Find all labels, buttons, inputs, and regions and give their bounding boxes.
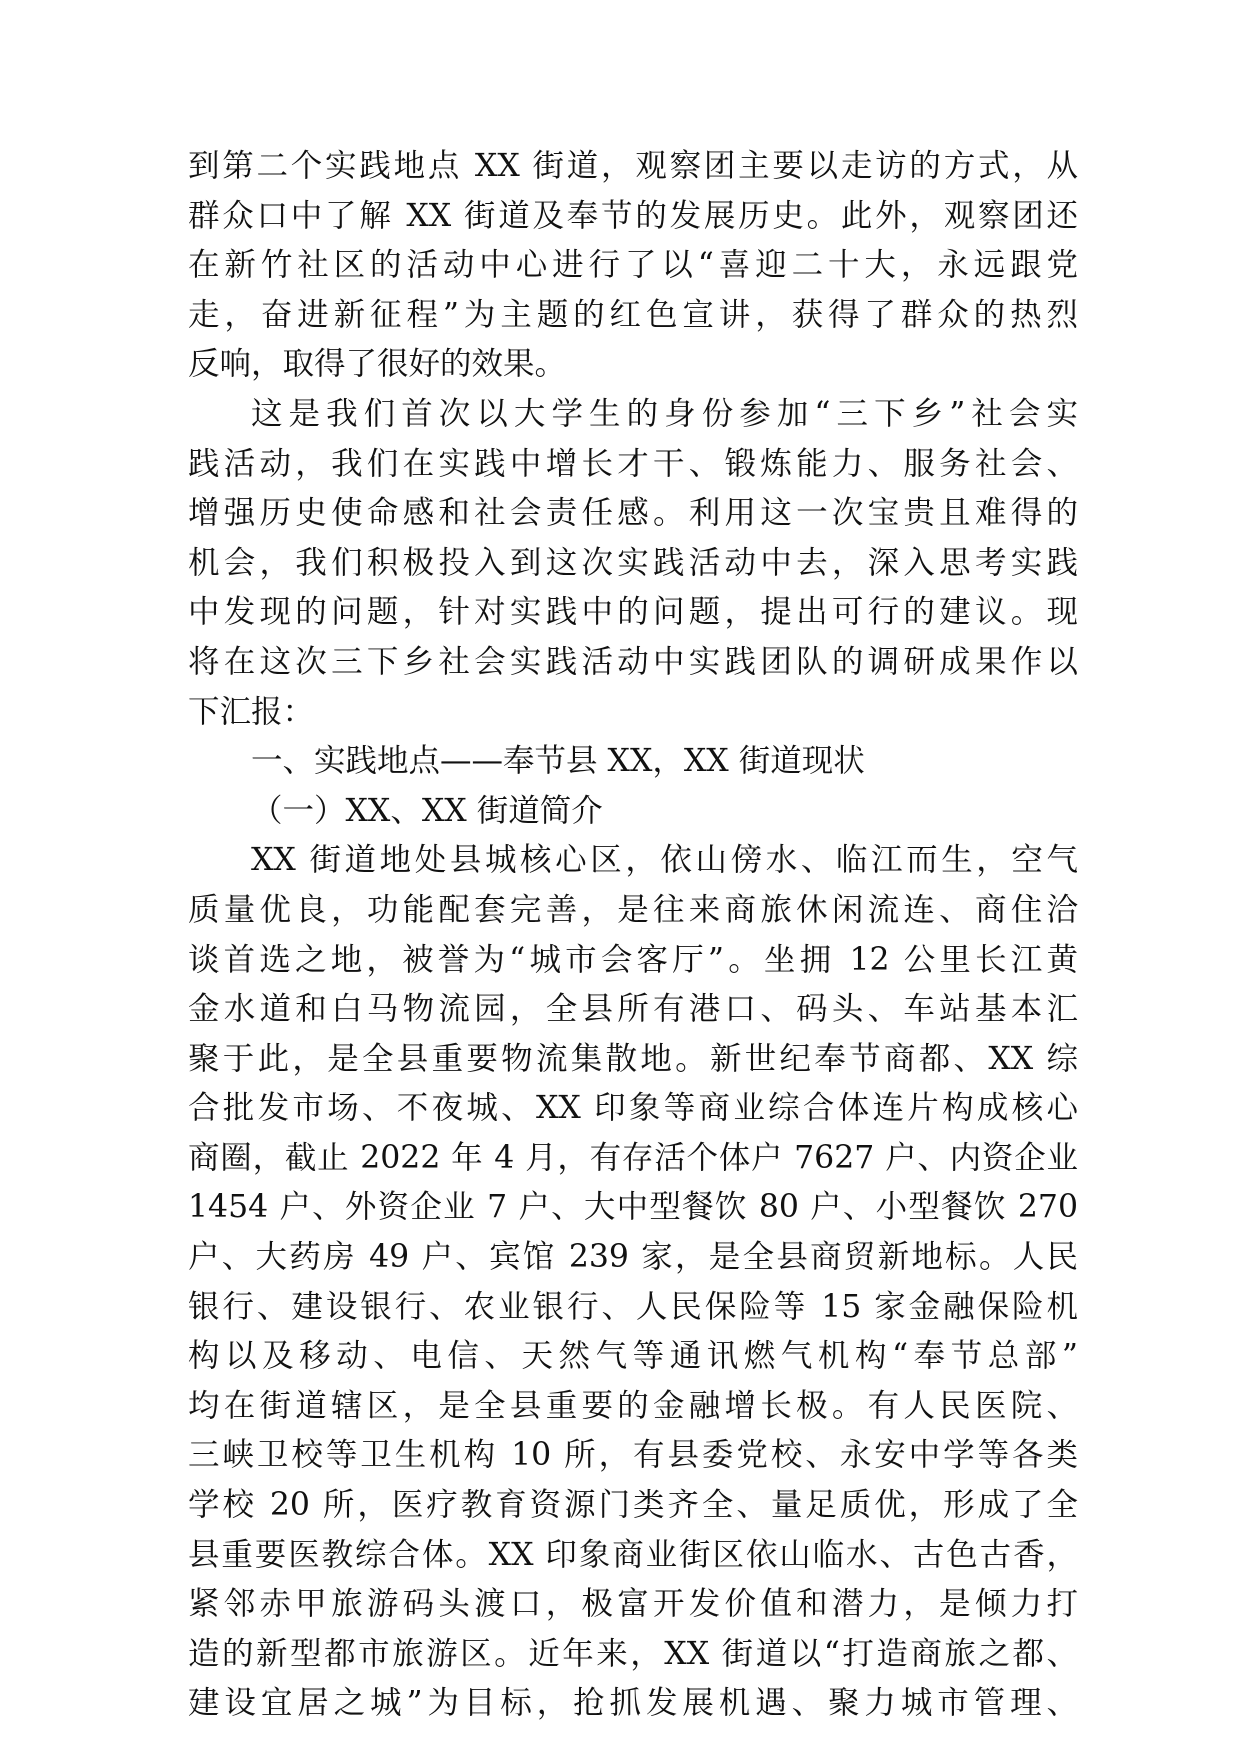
text-line: 商圈，截止 2022 年 4 月，有存活个体户 7627 户、内资企业 xyxy=(188,1139,1078,1176)
text-line: 走，奋进新征程”为主题的红色宣讲，获得了群众的热烈 xyxy=(188,296,1078,333)
text-line: 中发现的问题，针对实践中的问题，提出可行的建议。现 xyxy=(188,594,1078,631)
section-heading xyxy=(188,737,1078,787)
text-line: 学校 20 所，医疗教育资源门类齐全、量足质优，形成了全 xyxy=(188,1487,1078,1524)
text-line: 建设宜居之城”为目标，抢抓发展机遇、聚力城市管理、 xyxy=(188,1685,1078,1722)
text-line: 谈首选之地，被誉为“城市会客厅”。坐拥 12 公里长江黄 xyxy=(188,941,1078,978)
text-line: XX 街道地处县城核心区，依山傍水、临江而生，空气 xyxy=(251,842,1078,879)
text-line: 质量优良，功能配套完善，是往来商旅休闲流连、商住洽 xyxy=(188,891,1078,928)
text-line: 均在街道辖区，是全县重要的金融增长极。有人民医院、 xyxy=(188,1387,1078,1424)
text-line: 践活动，我们在实践中增长才干、锻炼能力、服务社会、 xyxy=(188,445,1078,482)
text-line: 合批发市场、不夜城、XX 印象等商业综合体连片构成核心 xyxy=(188,1090,1078,1127)
text-line: 到第二个实践地点 XX 街道，观察团主要以走访的方式，从 xyxy=(188,148,1078,184)
text-line: 银行、建设银行、农业银行、人民保险等 15 家金融保险机 xyxy=(188,1288,1078,1325)
paragraph-continuation xyxy=(188,142,1078,390)
text-line: 反响，取得了很好的效果。 xyxy=(188,346,567,383)
text-line: 下汇报： xyxy=(188,693,315,730)
section-heading-text: 一、实践地点——奉节县 XX，XX 街道现状 xyxy=(251,743,865,780)
text-line: 1454 户、外资企业 7 户、大中型餐饮 80 户、小型餐饮 270 xyxy=(188,1189,1078,1226)
text-line: 金水道和白马物流园，全县所有港口、码头、车站基本汇 xyxy=(188,991,1078,1028)
text-line: 县重要医教综合体。XX 印象商业街区依山临水、古色古香， xyxy=(188,1536,1078,1573)
text-line: 这是我们首次以大学生的身份参加“三下乡”社会实 xyxy=(251,395,1078,432)
subsection-heading-text: （一）XX、XX 街道简介 xyxy=(251,792,603,829)
text-line: 三峡卫校等卫生机构 10 所，有县委党校、永安中学等各类 xyxy=(188,1437,1078,1474)
paragraph-street-intro xyxy=(188,836,1078,1729)
paragraph-intro xyxy=(188,390,1078,737)
text-line: 紧邻赤甲旅游码头渡口，极富开发价值和潜力，是倾力打 xyxy=(188,1586,1078,1623)
text-line: 构以及移动、电信、天然气等通讯燃气机构“奉节总部” xyxy=(188,1338,1078,1375)
text-line: 机会，我们积极投入到这次实践活动中去，深入思考实践 xyxy=(188,544,1078,581)
document-page xyxy=(188,142,1078,1729)
text-line: 造的新型都市旅游区。近年来，XX 街道以“打造商旅之都、 xyxy=(188,1635,1078,1672)
text-line: 群众口中了解 XX 街道及奉节的发展历史。此外，观察团还 xyxy=(188,197,1078,234)
text-line: 户、大药房 49 户、宾馆 239 家，是全县商贸新地标。人民 xyxy=(188,1239,1078,1276)
text-line: 在新竹社区的活动中心进行了以“喜迎二十大，永远跟党 xyxy=(188,247,1078,284)
text-line: 将在这次三下乡社会实践活动中实践团队的调研成果作以 xyxy=(188,643,1078,680)
text-line: 增强历史使命感和社会责任感。利用这一次宝贵且难得的 xyxy=(188,495,1078,532)
subsection-heading xyxy=(188,787,1078,837)
text-line: 聚于此，是全县重要物流集散地。新世纪奉节商都、XX 综 xyxy=(188,1040,1078,1077)
